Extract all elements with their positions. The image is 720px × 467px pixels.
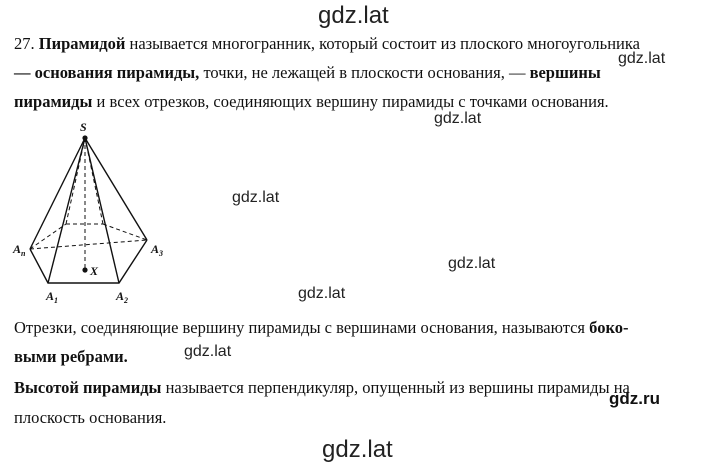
watermark-ru: gdz.ru (609, 389, 660, 408)
edge-s-a2 (85, 138, 119, 283)
paragraph-1-line-3 (14, 92, 609, 112)
pyramid-diagram (8, 120, 178, 310)
text: и всех отрезков, соединяющих вершину пирамиды с точками основания. (92, 92, 609, 111)
label-s: S (80, 120, 87, 134)
term-pyramid: Пирамидой (38, 34, 126, 53)
paragraph-2-line-1 (14, 318, 628, 338)
label-an: $A_n$ (13, 242, 26, 258)
text: Отрезки, соединяющие вершину пирамиды с вершинами основания, называются (14, 318, 590, 337)
base-hidden-3 (103, 224, 147, 240)
term-lateral-edges-2: выми ребрами. (14, 347, 128, 366)
watermark: gdz.lat (618, 50, 666, 67)
watermark: gdz.lat (232, 189, 280, 206)
edge-s-a3 (85, 138, 147, 240)
watermark: gdz.lat (448, 255, 496, 272)
paragraph-3-line-1 (14, 378, 630, 398)
watermark: gdz.lat (184, 343, 232, 360)
apex-point (82, 135, 87, 140)
label-a2: $A_2$ (116, 289, 129, 305)
text: называется многогранник, который состоит из плоского многоугольника (125, 34, 640, 53)
watermark-top: gdz.lat (318, 2, 389, 29)
edge-hidden-1 (66, 138, 85, 224)
base-front (30, 240, 147, 283)
term-apex: вершины (529, 63, 601, 82)
watermark: gdz.lat (434, 110, 482, 127)
text: плоскость основания. (14, 408, 167, 427)
label-x: X (90, 264, 99, 278)
term-base: основания пирамиды, (34, 63, 200, 82)
paragraph-2-line-2 (14, 347, 128, 367)
foot-point (82, 267, 87, 272)
watermark-bottom: gdz.lat (322, 436, 393, 463)
term-lateral-edges: боко- (589, 318, 629, 337)
text: точки, не лежащей в плоскости основания, — (199, 63, 530, 82)
edge-s-an (30, 138, 85, 249)
label-a3: $A_3$ (151, 242, 164, 258)
text: называется перпендикуляр, опущенный из вершины пирамиды на (161, 378, 630, 397)
term-apex-2: пирамиды (14, 92, 93, 111)
term-height: Высотой пирамиды (14, 378, 162, 397)
base-hidden-1 (30, 224, 66, 249)
edge-s-a1 (48, 138, 85, 283)
paragraph-1-line-1 (14, 34, 640, 54)
paragraph-1-line-2 (14, 63, 601, 83)
base-diagonal (30, 240, 147, 249)
pyramid-figure (8, 120, 178, 310)
label-a1: $A_1$ (46, 289, 59, 305)
watermark: gdz.lat (298, 285, 346, 302)
paragraph-3-line-2 (14, 408, 166, 428)
dash: — (14, 63, 35, 82)
item-number: 27. (14, 34, 39, 53)
